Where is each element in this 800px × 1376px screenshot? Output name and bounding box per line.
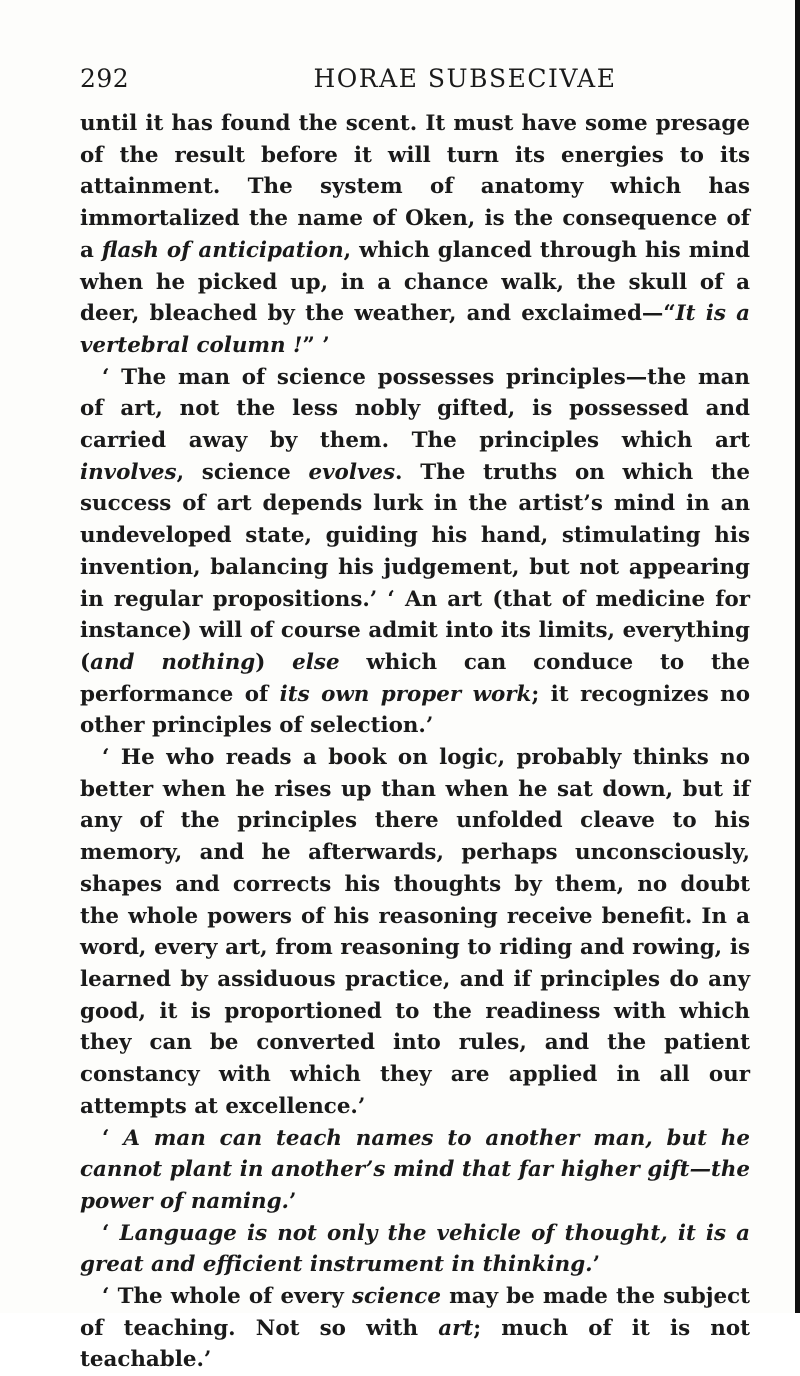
paragraph: ‘ A man can teach names to another man, but he cannot plant in another’s mind that far higher gift—the power of naming.’ bbox=[80, 1125, 750, 1214]
body-text bbox=[80, 108, 750, 1376]
page-number: 292 bbox=[80, 64, 130, 93]
paragraph: ‘ The man of science possesses principles—the man of art, not the less nobly gifted, is possessed and carried away by them. The principles which art involves, science evolves. The truths on which the success of art depends lurk in the artist’s mind in an undeveloped state, guiding his hand, stimulating his invention, balancing his judgement, but not appearing in regular propositions.’ ‘ An art (that of medicine for instance) will of course admit into its limits, everything (and nothing) else which can conduce to the performance of its own proper work; it recognizes no other principles of selection.’ bbox=[80, 364, 751, 739]
paragraph: ‘ Language is not only the vehicle of thought, it is a great and efficient instrument in thinking.’ bbox=[80, 1220, 750, 1278]
paragraph: ‘ The whole of every science may be made the subject of teaching. Not so with art; much of it is not teachable.’ bbox=[80, 1284, 750, 1373]
running-head: HORAE SUBSECIVAE bbox=[313, 64, 617, 93]
page-edge-shadow bbox=[795, 0, 800, 1313]
page-header bbox=[80, 64, 750, 100]
paragraph: until it has found the scent. It must have some presage of the result before it will turn its energies to its attainment. The system of anatomy which has immortalized the name of Oken, is the consequence of a flash of anticipation, which glanced through his mind when he picked up, in a chance walk, the skull of a deer, bleached by the weather, and exclaimed—“It is a vertebral column !” ’ bbox=[80, 111, 750, 358]
paragraph: ‘ He who reads a book on logic, probably thinks no better when he rises up than when he sat down, but if any of the principles there unfolded cleave to his memory, and he afterwards, perhaps unconsciously, shapes and corrects his thoughts by them, no doubt the whole powers of his reasoning receive benefit. In a word, every art, from reasoning to riding and rowing, is learned by assiduous practice, and if principles do any good, it is proportioned to the readiness with which they can be converted into rules, and the patient constancy with which they are applied in all our attempts at excellence.’ bbox=[80, 745, 750, 1119]
